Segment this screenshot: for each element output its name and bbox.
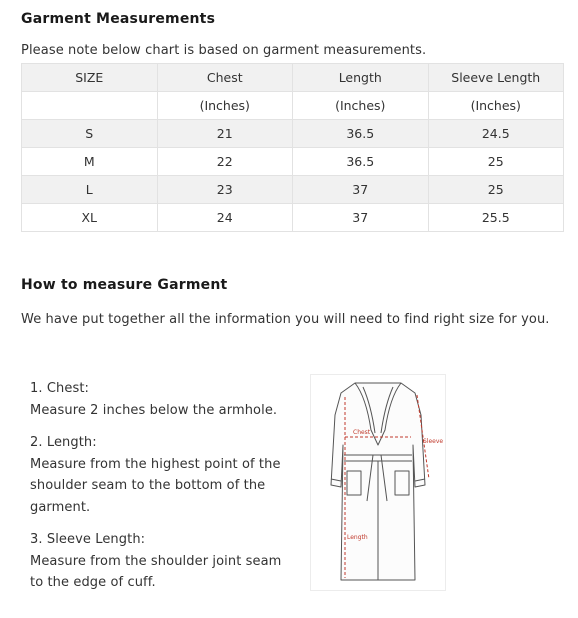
robe-measurement-diagram	[310, 374, 446, 591]
cell-sleeve: 24.5	[428, 120, 564, 148]
cell-length: 36.5	[293, 148, 429, 176]
chest-label: Chest	[353, 429, 371, 436]
cell-size: L	[22, 176, 158, 204]
cell-size: M	[22, 148, 158, 176]
step-sleeve-length	[30, 529, 295, 594]
table-units-row	[22, 92, 564, 120]
table-row	[22, 204, 564, 232]
cell-sleeve: 25	[428, 148, 564, 176]
step-length	[30, 432, 295, 518]
chart-note: Please note below chart is based on garment measurements.	[21, 43, 427, 58]
step-title: 2. Length:	[30, 435, 97, 450]
how-to-measure-title: How to measure Garment	[21, 277, 228, 293]
table-header-row	[22, 64, 564, 92]
measurement-steps	[30, 378, 295, 605]
cell-chest: 23	[157, 176, 293, 204]
garment-measurements-title: Garment Measurements	[21, 11, 216, 27]
how-to-measure-intro: We have put together all the information you will need to find right size for you.	[21, 312, 550, 327]
cell-length: 36.5	[293, 120, 429, 148]
table-row	[22, 176, 564, 204]
cell-length: 37	[293, 176, 429, 204]
cell-sleeve: 25	[428, 176, 564, 204]
step-text: Measure 2 inches below the armhole.	[30, 402, 278, 418]
cell-sleeve: 25.5	[428, 204, 564, 232]
unit-chest: (Inches)	[157, 92, 293, 120]
unit-size	[22, 92, 158, 120]
cell-length: 37	[293, 204, 429, 232]
step-title: 3. Sleeve Length:	[30, 532, 146, 547]
size-chart-table	[21, 63, 564, 232]
unit-sleeve: (Inches)	[428, 92, 564, 120]
cell-chest: 21	[157, 120, 293, 148]
table-row	[22, 148, 564, 176]
step-text: Measure from the shoulder joint seam to the edge of cuff.	[30, 553, 282, 590]
robe-illustration	[311, 375, 445, 590]
unit-length: (Inches)	[293, 92, 429, 120]
cell-chest: 24	[157, 204, 293, 232]
step-text: Measure from the highest point of the shoulder seam to the bottom of the garment.	[30, 456, 281, 515]
header-chest: Chest	[157, 64, 293, 92]
cell-size: S	[22, 120, 158, 148]
header-size: SIZE	[22, 64, 158, 92]
length-label: Length	[347, 534, 368, 541]
header-length: Length	[293, 64, 429, 92]
step-title: 1. Chest:	[30, 381, 90, 396]
step-chest	[30, 378, 295, 421]
cell-size: XL	[22, 204, 158, 232]
table-row	[22, 120, 564, 148]
cell-chest: 22	[157, 148, 293, 176]
header-sleeve-length: Sleeve Length	[428, 64, 564, 92]
sleeve-label: Sleeve	[423, 438, 444, 445]
